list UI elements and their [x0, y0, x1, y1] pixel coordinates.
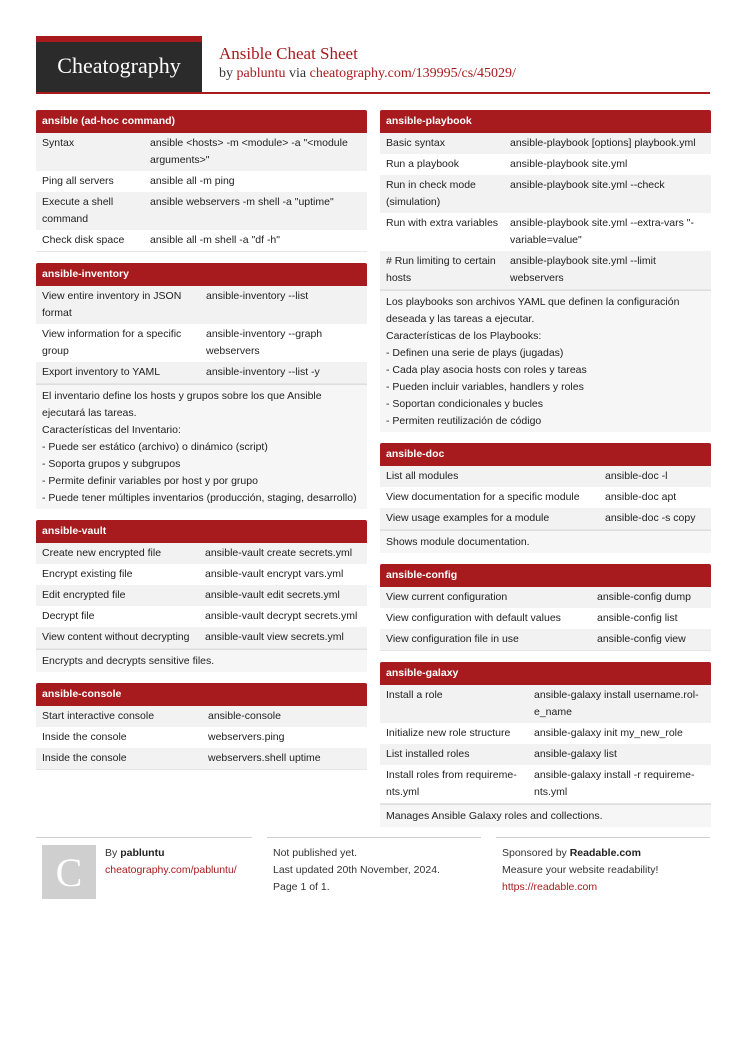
table-row — [380, 587, 711, 608]
command-code: ansible-playbook site.yml --extra-vars "-variable=value" — [510, 217, 695, 246]
table-row — [380, 175, 711, 213]
table-row — [36, 727, 367, 748]
table-row — [36, 543, 367, 564]
section-note — [380, 530, 711, 553]
note-line: - Pueden incluir variables, handlers y roles — [386, 381, 584, 393]
footer-divider — [267, 837, 481, 838]
table-row — [380, 765, 711, 803]
sponsor-tagline: Measure your website readability! — [502, 864, 659, 876]
table-row — [36, 230, 367, 251]
note-line: Manages Ansible Galaxy roles and collections. — [386, 810, 603, 822]
table-row — [36, 286, 367, 324]
command-code: ansible-inventory --list -y — [206, 366, 320, 378]
command-description: Install a role — [386, 689, 443, 701]
section-header: ansible (ad-hoc command) — [36, 110, 367, 133]
command-description: View configuration file in use — [386, 633, 519, 645]
command-code: ansible-vault encrypt vars.yml — [205, 568, 344, 580]
by-label: by — [219, 66, 233, 81]
command-description: View information for a specific group — [42, 328, 182, 357]
section-header: ansible-galaxy — [380, 662, 711, 685]
byline — [219, 64, 516, 84]
command-description: Export inventory to YAML — [42, 366, 161, 378]
command-description: Run with extra variables — [386, 217, 499, 229]
table-row — [380, 213, 711, 251]
section-note — [380, 290, 711, 432]
command-code: ansible all -m ping — [150, 175, 235, 187]
author-link[interactable]: pabluntu — [236, 66, 286, 81]
table-row — [380, 154, 711, 175]
table-row — [36, 324, 367, 362]
section-inventory — [36, 263, 367, 509]
command-code: ansible-config list — [597, 612, 678, 624]
command-description: Syntax — [42, 137, 75, 149]
via-label: via — [289, 66, 307, 81]
command-description: View usage examples for a module — [386, 512, 550, 524]
table-row — [36, 606, 367, 627]
table-row — [380, 685, 711, 723]
footer-divider — [36, 837, 252, 838]
right-column — [380, 110, 711, 838]
table-row — [380, 487, 711, 508]
table-row — [36, 362, 367, 383]
table-row — [380, 251, 711, 289]
command-code: ansible <hosts> -m <module> -a "<module arguments>" — [150, 137, 348, 166]
note-line: - Puede tener múltiples inventarios (producción, staging, desarrollo) — [42, 492, 357, 504]
logo-text: Cheatography — [57, 53, 181, 78]
command-description: List all modules — [386, 470, 459, 482]
note-line: El inventario define los hosts y grupos sobre los que Ansible ejecutará las tareas. — [42, 390, 322, 419]
section-galaxy — [380, 662, 711, 827]
page-footer — [36, 837, 710, 907]
command-code: ansible-playbook site.yml --check — [510, 179, 665, 191]
avatar-letter: C — [55, 850, 83, 895]
command-description: View current configuration — [386, 591, 508, 603]
command-description: Run in check mode (simulation) — [386, 179, 476, 208]
table-row — [36, 627, 367, 648]
author-avatar[interactable] — [42, 845, 96, 899]
command-description: Edit encrypted file — [42, 589, 126, 601]
section-table — [36, 543, 367, 649]
command-code: ansible-doc -l — [605, 470, 668, 482]
table-row — [36, 748, 367, 769]
table-row — [36, 585, 367, 606]
table-row — [36, 133, 367, 171]
command-description: Check disk space — [42, 234, 125, 246]
footer-by-label: By — [105, 847, 118, 859]
table-row — [380, 744, 711, 765]
command-description: Install roles from requirements.yml — [386, 769, 517, 798]
command-code: ansible-galaxy init my_new_role — [534, 727, 683, 739]
table-row — [36, 564, 367, 585]
command-code: ansible webservers -m shell -a "uptime" — [150, 196, 334, 208]
page-number: Page 1 of 1. — [273, 881, 330, 893]
footer-divider — [496, 837, 710, 838]
command-description: Run a playbook — [386, 158, 459, 170]
command-code: ansible-playbook site.yml --limit webservers — [510, 255, 656, 284]
table-row — [380, 133, 711, 154]
section-note — [380, 804, 711, 827]
command-description: Execute a shell command — [42, 196, 114, 225]
section-note — [36, 649, 367, 672]
section-table — [380, 587, 711, 651]
left-column — [36, 110, 367, 781]
note-line: Encrypts and decrypts sensitive files. — [42, 655, 215, 667]
sponsor-url[interactable]: https://readable.com — [502, 881, 598, 893]
table-row — [36, 706, 367, 727]
section-config — [380, 564, 711, 651]
page-title: Ansible Cheat Sheet — [219, 44, 358, 63]
note-line: - Definen una serie de plays (jugadas) — [386, 347, 564, 359]
section-doc — [380, 443, 711, 553]
section-table — [36, 706, 367, 770]
section-table — [36, 286, 367, 384]
footer-author-name[interactable]: pabluntu — [120, 847, 165, 859]
section-header: ansible-inventory — [36, 263, 367, 286]
note-line: Los playbooks son archivos YAML que definen la configuración deseada y las tareas a ejecutar. — [386, 296, 680, 325]
command-code: ansible-vault decrypt secrets.yml — [205, 610, 358, 622]
section-table — [380, 133, 711, 290]
sponsored-label: Sponsored by — [502, 847, 567, 859]
published-status: Not published yet. — [273, 847, 358, 859]
section-playbook — [380, 110, 711, 432]
command-code: ansible-inventory --list — [206, 290, 309, 302]
section-header: ansible-vault — [36, 520, 367, 543]
note-line: - Soportan condicionales y bucles — [386, 398, 544, 410]
command-description: Ping all servers — [42, 175, 114, 187]
section-header: ansible-doc — [380, 443, 711, 466]
section-header: ansible-console — [36, 683, 367, 706]
footer-author — [105, 845, 237, 879]
sheet-url-link[interactable]: cheatography.com/139995/cs/45029/ — [309, 66, 516, 81]
cheatography-logo[interactable] — [36, 36, 202, 92]
command-code: ansible-vault edit secrets.yml — [205, 589, 340, 601]
command-code: ansible-config view — [597, 633, 686, 645]
command-code: ansible-vault create secrets.yml — [205, 547, 353, 559]
command-description: Create new encrypted file — [42, 547, 162, 559]
table-row — [380, 508, 711, 529]
note-line: - Soporta grupos y subgrupos — [42, 458, 181, 470]
command-code: ansible-galaxy install username.role_name — [534, 689, 699, 718]
command-code: ansible-config dump — [597, 591, 691, 603]
command-description: Inside the console — [42, 752, 127, 764]
command-description: List installed roles — [386, 748, 470, 760]
command-code: ansible-doc apt — [605, 491, 677, 503]
command-code: ansible-inventory --graph webservers — [206, 328, 323, 357]
table-row — [380, 723, 711, 744]
title-block — [219, 44, 516, 84]
sponsor-name[interactable]: Readable.com — [569, 847, 641, 859]
note-line: - Puede ser estático (archivo) o dinámico (script) — [42, 441, 268, 453]
note-line: - Cada play asocia hosts con roles y tareas — [386, 364, 587, 376]
command-code: ansible-vault view secrets.yml — [205, 631, 344, 643]
footer-meta — [273, 845, 440, 896]
command-description: Inside the console — [42, 731, 127, 743]
command-code: ansible-galaxy list — [534, 748, 617, 760]
command-description: Initialize new role structure — [386, 727, 511, 739]
footer-sponsor — [502, 845, 658, 896]
last-updated: Last updated 20th November, 2024. — [273, 864, 440, 876]
note-line: Características de los Playbooks: — [386, 330, 542, 342]
command-description: View entire inventory in JSON format — [42, 290, 182, 319]
table-row — [380, 466, 711, 487]
table-row — [380, 608, 711, 629]
command-code: webservers.shell uptime — [208, 752, 321, 764]
command-code: ansible-console — [208, 710, 281, 722]
section-header: ansible-config — [380, 564, 711, 587]
command-description: Decrypt file — [42, 610, 95, 622]
section-vault — [36, 520, 367, 672]
command-code: ansible all -m shell -a "df -h" — [150, 234, 281, 246]
section-console — [36, 683, 367, 770]
section-adhoc — [36, 110, 367, 252]
command-description: Basic syntax — [386, 137, 445, 149]
table-row — [36, 171, 367, 192]
command-code: ansible-doc -s copy — [605, 512, 696, 524]
command-code: ansible-playbook site.yml — [510, 158, 628, 170]
section-table — [380, 685, 711, 804]
section-table — [380, 466, 711, 530]
command-description: # Run limiting to certain hosts — [386, 255, 496, 284]
command-description: View configuration with default values — [386, 612, 561, 624]
note-line: Características del Inventario: — [42, 424, 181, 436]
section-note — [36, 384, 367, 509]
note-line: - Permite definir variables por host y por grupo — [42, 475, 258, 487]
command-code: webservers.ping — [208, 731, 285, 743]
command-description: Encrypt existing file — [42, 568, 133, 580]
table-row — [36, 192, 367, 230]
page-header — [36, 36, 710, 94]
command-code: ansible-playbook [options] playbook.yml — [510, 137, 696, 149]
command-description: View documentation for a specific module — [386, 491, 580, 503]
command-description: Start interactive console — [42, 710, 155, 722]
note-line: - Permiten reutilización de código — [386, 415, 542, 427]
command-code: ansible-galaxy install -r requirements.yml — [534, 769, 695, 798]
table-row — [380, 629, 711, 650]
footer-author-url[interactable]: cheatography.com/pabluntu/ — [105, 864, 237, 876]
section-header: ansible-playbook — [380, 110, 711, 133]
section-table — [36, 133, 367, 252]
note-line: Shows module documentation. — [386, 536, 530, 548]
command-description: View content without decrypting — [42, 631, 190, 643]
